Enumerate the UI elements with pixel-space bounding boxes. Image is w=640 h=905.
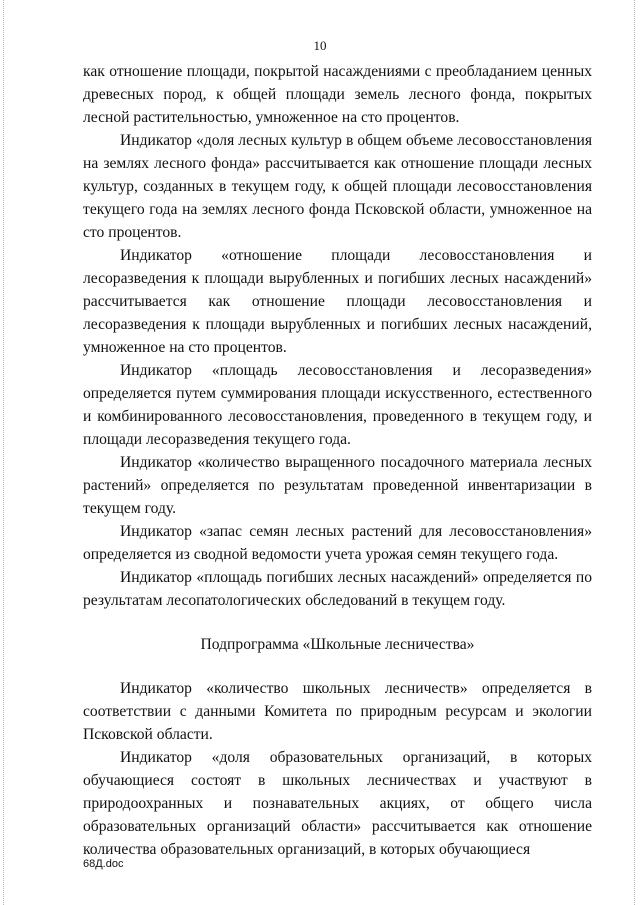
page-number: 10 (313, 38, 327, 53)
paragraph-educational-orgs-share: Индикатор «доля образовательных организаций, в которых обучающиеся состоят в школьных лесничествах и участвуют в природоохранных и познавательных акциях, от общего числа образовательных организаций области» рассчитывается как отношение количества образовательных организаций, в которых обучающиеся (83, 749, 592, 858)
scan-left-edge (3, 0, 6, 905)
footer-filename: 68Д.doc (83, 858, 124, 870)
paragraph-school-forestries-count: Индикатор «количество школьных лесничеств» определяется в соответствии с данными Комитета по природным ресурсам и экологии Псковской области. (83, 680, 592, 743)
paragraph-reforestation-ratio: Индикатор «отношение площади лесовосстановления и лесоразведения к площади вырубленных и погибших лесных насаждений» рассчитывается как отношение площади лесовосстановления и лесоразведения к площади вырубленных и погибших лесных насаждений, умноженное на сто процентов. (83, 247, 592, 356)
document-body (83, 60, 592, 861)
subprogram-heading: Подпрограмма «Школьные лесничества» (200, 636, 475, 653)
paragraph-seed-stock: Индикатор «запас семян лесных растений для лесовосстановления» определяется из сводной ведомости учета урожая семян текущего года. (83, 523, 592, 563)
paragraph-continuation: как отношение площади, покрытой насаждениями с преобладанием ценных древесных пород, к общей площади земель лесного фонда, покрытых лесной растительностью, умноженное на сто процентов. (83, 63, 592, 126)
paragraph-dead-plantings: Индикатор «площадь погибших лесных насаждений» определяется по результатам лесопатологических обследований в текущем году. (83, 569, 592, 609)
paragraph-reforestation-area: Индикатор «площадь лесовосстановления и лесоразведения» определяется путем суммирования площади искусственного, естественного и комбинированного лесовосстановления, проведенного в текущем году, и площади лесоразведения текущего года. (83, 362, 592, 448)
paragraph-planting-material: Индикатор «количество выращенного посадочного материала лесных растений» определяется по результатам проведенной инвентаризации в текущем году. (83, 454, 592, 517)
scan-right-edge (634, 0, 637, 905)
paragraph-forest-cultures-share: Индикатор «доля лесных культур в общем объеме лесовосстановления на землях лесного фонда» рассчитывается как отношение площади лесных культур, созданных в текущем году, к общей площади лесовосстановления текущего года на землях лесного фонда Псковской области, умноженное на сто процентов. (83, 132, 592, 241)
